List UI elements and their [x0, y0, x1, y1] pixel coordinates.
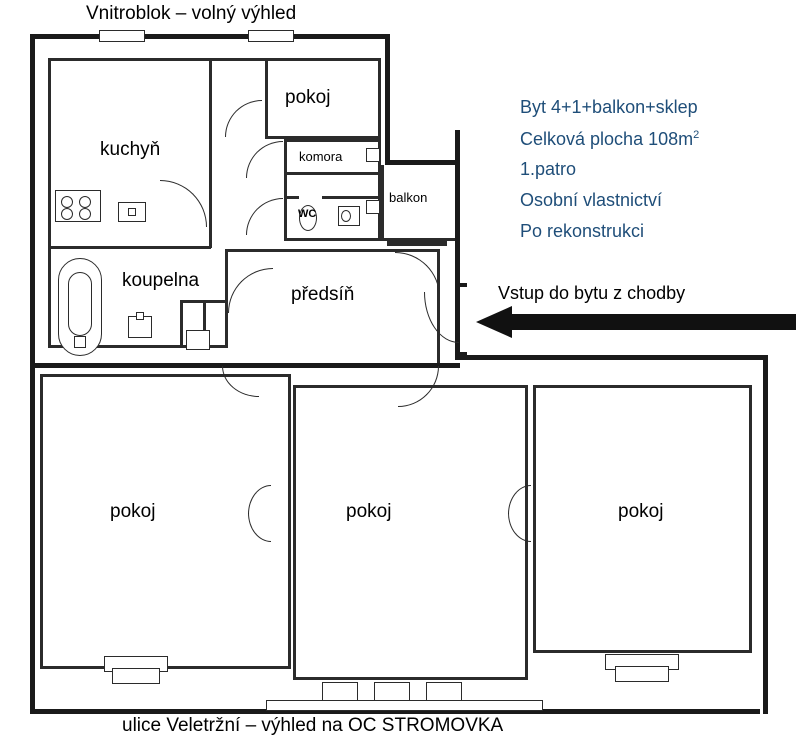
partition-pokojright-left — [533, 385, 536, 653]
room-label-pokoj-top: pokoj — [285, 87, 331, 108]
stove-burner-3 — [61, 208, 73, 220]
kitchen-sink-drain — [128, 208, 136, 216]
partition-komora-left — [284, 139, 287, 241]
partition-kitchen-right — [209, 58, 212, 248]
room-label-pokoj-left: pokoj — [110, 501, 156, 522]
partition-pokojleft-right — [288, 374, 291, 669]
wall-top-upper — [30, 34, 390, 39]
partition-koupelna-left — [48, 249, 51, 348]
window-top-1 — [99, 30, 145, 42]
door-arc-kitchen — [160, 180, 207, 227]
info-line-ownership: Osobní vlastnictví — [520, 190, 663, 210]
bathtub-drain — [74, 336, 86, 348]
info-area-exponent: 2 — [693, 129, 700, 141]
wc-bowl-2 — [341, 210, 351, 222]
partition-koupelna-sub3 — [203, 300, 206, 330]
stove-burner-2 — [79, 196, 91, 208]
partition-komora-top — [284, 139, 381, 142]
door-arc-pokojmid — [398, 366, 439, 407]
room-label-wc: WC — [298, 208, 317, 220]
washing-machine — [186, 330, 210, 350]
partition-pokojright-right — [749, 385, 752, 653]
wall-top-right-wing — [455, 355, 768, 360]
partition-pokojtop-top — [209, 58, 381, 61]
entry-door-jamb-bottom — [455, 352, 467, 356]
partition-kitchen-bottom — [48, 246, 211, 249]
partition-koupelna-right — [225, 249, 228, 348]
bottom-view-note: ulice Veletržní – výhled na OC STROMOVKA — [122, 715, 504, 736]
partition-wc-top — [322, 196, 381, 199]
door-arc-wc — [246, 198, 283, 235]
partition-pokojmid-left — [293, 385, 296, 680]
wall-right-outer — [763, 355, 768, 714]
entry-note: Vstup do bytu z chodby — [498, 283, 686, 303]
door-arc-pokojleft-pass-top — [248, 485, 271, 514]
door-arc-balkon — [395, 252, 440, 297]
partition-pokojright-bottom — [533, 650, 752, 653]
info-line-condition: Po rekonstrukci — [520, 221, 645, 241]
window-bottom-1b — [112, 668, 160, 684]
partition-pokojmid-bottom — [293, 677, 527, 680]
room-label-pokoj-right: pokoj — [618, 501, 664, 522]
info-line-floor: 1.patro — [520, 159, 577, 179]
balkon-rail — [387, 240, 447, 246]
wall-left-outer — [30, 34, 35, 714]
wall-right-upper-a — [385, 34, 390, 164]
riser-1 — [366, 148, 380, 162]
partition-wc-top-stub — [284, 196, 299, 199]
partition-pokojleft-left — [40, 374, 43, 669]
riser-2 — [366, 200, 380, 214]
partition-predsin-top — [228, 249, 440, 252]
partition-komora-bottom — [284, 172, 381, 175]
partition-koupelna-sub2 — [180, 300, 183, 348]
door-arc-pokojtop-1 — [225, 100, 262, 137]
wall-upper-step — [385, 160, 460, 165]
room-label-koupelna: koupelna — [122, 270, 200, 291]
door-arc-pokojmid-pass-top — [508, 485, 531, 514]
room-label-pokoj-middle: pokoj — [346, 501, 392, 522]
partition-pokojtop-left — [265, 58, 268, 138]
window-bottom-3b — [615, 666, 669, 682]
room-label-balkon: balkon — [389, 190, 428, 205]
door-arc-komora — [246, 141, 283, 178]
balcony-bottom-edge — [266, 700, 543, 711]
stove-burner-1 — [61, 196, 73, 208]
door-arc-pokojleft — [222, 366, 259, 397]
door-arc-pokojmid-pass-bottom — [508, 513, 531, 542]
door-arc-entry — [424, 292, 459, 343]
room-label-komora: komora — [299, 149, 343, 164]
info-line-type: Byt 4+1+balkon+sklep — [520, 97, 698, 117]
info-area-text: Celková plocha 108m — [520, 129, 694, 149]
window-top-2 — [248, 30, 294, 42]
info-line-area — [520, 129, 699, 150]
bathtub-inner — [68, 272, 92, 336]
partition-pokojtop-right — [378, 58, 381, 138]
partition-wc-bottom — [284, 238, 381, 241]
bathroom-sink-tap — [136, 312, 144, 320]
room-label-predsin: předsíň — [291, 284, 355, 305]
room-label-kuchyn: kuchyň — [100, 139, 161, 160]
door-arc-koupelna — [228, 268, 273, 313]
partition-pokojright-top — [533, 385, 752, 388]
top-view-note: Vnitroblok – volný výhled — [86, 3, 297, 24]
door-arc-pokojleft-pass-bottom — [248, 513, 271, 542]
partition-balkon-left — [381, 165, 384, 240]
entry-arrow-icon — [476, 304, 796, 340]
partition-kitchen-top — [48, 58, 211, 61]
stove-burner-4 — [79, 208, 91, 220]
entry-door-jamb-top — [455, 283, 467, 287]
